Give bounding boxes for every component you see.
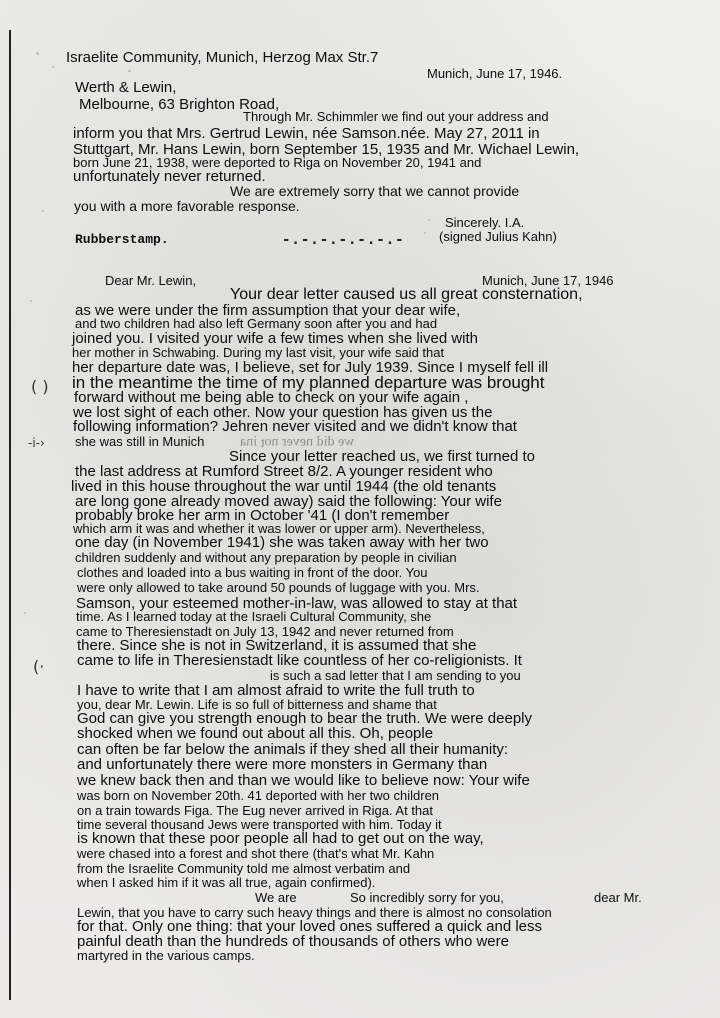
letter-line: forward without me being able to check on your wife again , — [74, 389, 469, 406]
scan-speck — [36, 52, 39, 55]
letter-line: inform you that Mrs. Gertrud Lewin, née Samson.née. May 27, 2011 in — [73, 125, 540, 142]
scan-speck — [424, 232, 426, 234]
recipient-name: Werth & Lewin, — [75, 79, 177, 96]
letter2-date: Munich, June 17, 1946 — [482, 273, 614, 288]
letter-line: and two children had also left Germany soon after you and had — [75, 316, 438, 331]
letter-line: lived in this house throughout the war until 1944 (the old tenants — [71, 478, 497, 495]
bleed-through-text: ɐuᴉ ʇou ɹǝʌǝu pᴉp ǝʍ — [240, 435, 355, 450]
letter-line: were only allowed to take around 50 pounds of luggage with you. Mrs. — [77, 580, 480, 595]
letter-line: as we were under the firm assumption that your dear wife, — [75, 302, 461, 319]
letter-line: time several thousand Jews were transported with him. Today it — [77, 817, 442, 832]
letter-line: the last address at Rumford Street 8/2. A younger resident who — [75, 463, 493, 480]
letter-line: We are — [255, 890, 297, 905]
rubberstamp-label: Rubberstamp. — [75, 232, 169, 247]
letter-line: Since your letter reached us, we first turned to — [229, 448, 535, 465]
letter-line: on a train towards Figa. The Eug never arrived in Riga. At that — [77, 803, 434, 818]
letter-line: can often be far below the animals if they shed all their humanity: — [77, 741, 509, 758]
letter-line: unfortunately never returned. — [73, 168, 266, 185]
letter-line: you with a more favorable response. — [74, 198, 300, 214]
letter-line: for that. Only one thing: that your loved ones suffered a quick and less — [77, 918, 543, 935]
page-left-edge — [9, 30, 11, 1000]
letter-line: was born on November 20th. 41 deported with her two children — [77, 788, 440, 803]
letter-line: which arm it was and whether it was lower or upper arm). Nevertheless, — [73, 521, 485, 536]
letter-line: her departure date was, I believe, set for July 1939. Since I myself fell ill — [72, 359, 549, 376]
letter-line: probably broke her arm in October '41 (I don't remember — [75, 507, 450, 524]
scan-speck — [30, 300, 32, 302]
scan-speck — [42, 210, 44, 212]
scan-speck — [52, 66, 54, 68]
closing: Sincerely. I.A. — [445, 215, 525, 230]
punch-hole-mark: ( ) — [31, 377, 49, 396]
letter-line: when I asked him if it was all true, again confirmed). — [77, 875, 376, 890]
recipient-address: Melbourne, 63 Brighton Road, — [79, 96, 280, 113]
letter-line: children suddenly and without any preparation by people in civilian — [75, 550, 457, 565]
scan-speck — [428, 219, 430, 221]
letter-line: are long gone already moved away) said the following: Your wife — [75, 493, 502, 510]
letter-line: there. Since she is not in Switzerland, it is assumed that she — [77, 637, 477, 654]
letter-line: dear Mr. — [594, 890, 642, 905]
letter-line: came to life in Theresienstadt like countless of her co-religionists. It — [77, 652, 522, 669]
letter-line: came to Theresienstadt on July 13, 1942 and never returned from — [76, 624, 454, 639]
punch-hole-mark: (· — [33, 657, 45, 676]
letter-line: and unfortunately there were more monsters in Germany than — [77, 756, 488, 773]
letter-line: we knew back then and than we would like to believe now: Your wife — [77, 772, 530, 789]
letter-line: were chased into a forest and shot there (that's what Mr. Kahn — [77, 846, 435, 861]
letter-header: Israelite Community, Munich, Herzog Max Str.7 — [66, 49, 379, 66]
letter-line: following information? Jehren never visited and we didn't know that — [73, 418, 517, 435]
margin-scribble: -i-› — [28, 436, 45, 450]
letter-line: from the Israelite Community told me almost verbatim and — [77, 861, 411, 876]
letter-line: So incredibly sorry for you, — [350, 890, 504, 905]
letter-line: time. As I learned today at the Israeli Cultural Community, she — [76, 609, 432, 624]
letter-line: Through Mr. Schimmler we find out your address and — [243, 109, 549, 124]
letter-line: is such a sad letter that I am sending to you — [270, 668, 521, 683]
letter-line: Your dear letter caused us all great consternation, — [230, 286, 583, 303]
letter-line: you, dear Mr. Lewin. Life is so full of bitterness and shame that — [77, 697, 437, 712]
letter-line: she was still in Munich — [75, 434, 205, 449]
letter-line: born June 21, 1938, were deported to Riga on November 20, 1941 and — [73, 155, 482, 170]
letter-line: shocked when we found out about all this. Oh, people — [77, 725, 434, 742]
letter-line: Stuttgart, Mr. Hans Lewin, born September 15, 1935 and Mr. Wichael Lewin, — [73, 141, 580, 158]
scan-speck — [128, 70, 131, 72]
letter-line: Samson, your esteemed mother-in-law, was allowed to stay at that — [76, 595, 518, 612]
scan-speck — [24, 612, 26, 614]
divider: -.-.-.-.-.-.- — [282, 232, 405, 248]
letter-date: Munich, June 17, 1946. — [427, 66, 563, 81]
letter-line: in the meantime the time of my planned departure was brought — [72, 373, 545, 392]
letter-line: her mother in Schwabing. During my last visit, your wife said that — [72, 345, 445, 360]
letter-line: we lost sight of each other. Now your question has given us the — [73, 404, 493, 421]
letter-line: clothes and loaded into a bus waiting in front of the door. You — [77, 565, 428, 580]
letter-line: martyred in the various camps. — [77, 948, 255, 963]
letter-line: God can give you strength enough to bear the truth. We were deeply — [77, 710, 533, 727]
letter-line: We are extremely sorry that we cannot provide — [230, 183, 520, 199]
letter-line: painful death than the hundreds of thousands of others who were — [77, 933, 509, 950]
letter-line: joined you. I visited your wife a few times when she lived with — [72, 330, 479, 347]
letter-line: is known that these poor people all had to get out on the way, — [77, 830, 484, 847]
letter-line: I have to write that I am almost afraid to write the full truth to — [77, 682, 475, 699]
letter-line: one day (in November 1941) she was taken away with her two — [75, 534, 489, 551]
letter-line: Lewin, that you have to carry such heavy things and there is almost no consolation — [77, 905, 552, 920]
salutation: Dear Mr. Lewin, — [105, 273, 197, 288]
signature: (signed Julius Kahn) — [439, 229, 557, 244]
